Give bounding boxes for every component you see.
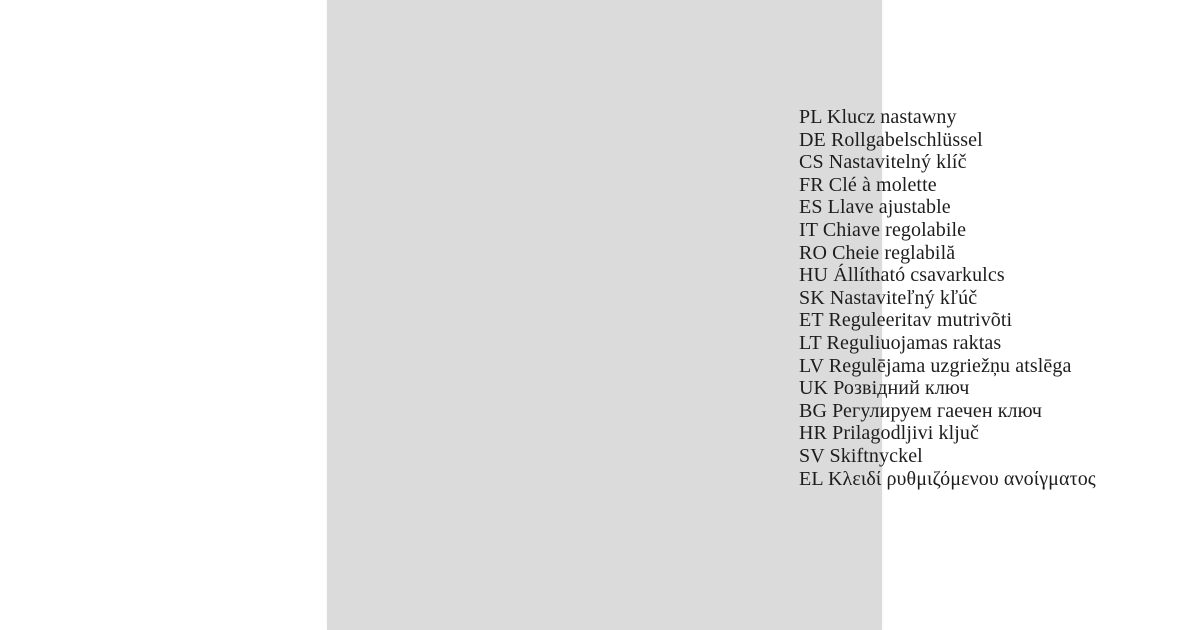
translation-line	[799, 219, 1096, 242]
translation-text: Skiftnyckel	[829, 444, 923, 467]
translation-text: Llave ajustable	[827, 196, 951, 219]
translation-line	[799, 129, 1096, 152]
document-page-panel	[327, 0, 1096, 630]
language-code: IT	[799, 218, 818, 241]
language-code: LT	[799, 331, 822, 354]
language-code: FR	[799, 173, 824, 196]
translation-line	[799, 400, 1096, 423]
language-code: LV	[799, 354, 824, 377]
language-code: UK	[799, 377, 829, 400]
language-code: HR	[799, 422, 827, 445]
translation-text: Prilagodljivi ključ	[832, 422, 979, 445]
translation-line	[799, 309, 1096, 332]
translation-text: Regulējama uzgriežņu atslēga	[828, 354, 1072, 377]
translation-text: Nastavitelný klíč	[828, 151, 967, 174]
translation-line	[799, 264, 1096, 287]
translation-line	[799, 468, 1096, 491]
translation-text: Cheie reglabilă	[832, 241, 956, 264]
language-code: PL	[799, 106, 822, 128]
translation-line	[799, 196, 1096, 219]
translation-line	[799, 422, 1096, 445]
language-code: BG	[799, 399, 827, 422]
translation-text: Clé à molette	[828, 173, 937, 196]
translation-text: Reguleeritav mutrivõti	[828, 309, 1013, 332]
translation-line	[799, 151, 1096, 174]
translation-text: Регулируем гаечен ключ	[832, 399, 1043, 422]
translation-line	[799, 174, 1096, 197]
translation-text: Κλειδί ρυθμιζόμενου ανοίγματος	[828, 467, 1096, 490]
translation-text: Állítható csavarkulcs	[833, 264, 1005, 287]
language-code: DE	[799, 128, 826, 151]
translation-text: Nastaviteľný kľúč	[829, 286, 978, 309]
language-code: SK	[799, 286, 825, 309]
translation-line	[799, 287, 1096, 310]
translation-list	[799, 106, 1096, 490]
translation-line	[799, 242, 1096, 265]
language-code: EL	[799, 467, 823, 490]
translation-text: Rollgabelschlüssel	[830, 128, 983, 151]
language-code: ET	[799, 309, 824, 332]
translation-text: Chiave regolabile	[822, 218, 967, 241]
language-code: ES	[799, 196, 823, 219]
translation-line	[799, 332, 1096, 355]
language-code: RO	[799, 241, 827, 264]
translation-text: Klucz nastawny	[826, 106, 957, 128]
language-code: CS	[799, 151, 824, 174]
translation-line	[799, 106, 1096, 129]
translation-line	[799, 445, 1096, 468]
language-code: HU	[799, 264, 829, 287]
translation-line	[799, 355, 1096, 378]
translation-line	[799, 377, 1096, 400]
translation-text: Reguliuojamas raktas	[826, 331, 1002, 354]
translation-text: Розвідний ключ	[833, 377, 970, 400]
language-code: SV	[799, 444, 825, 467]
